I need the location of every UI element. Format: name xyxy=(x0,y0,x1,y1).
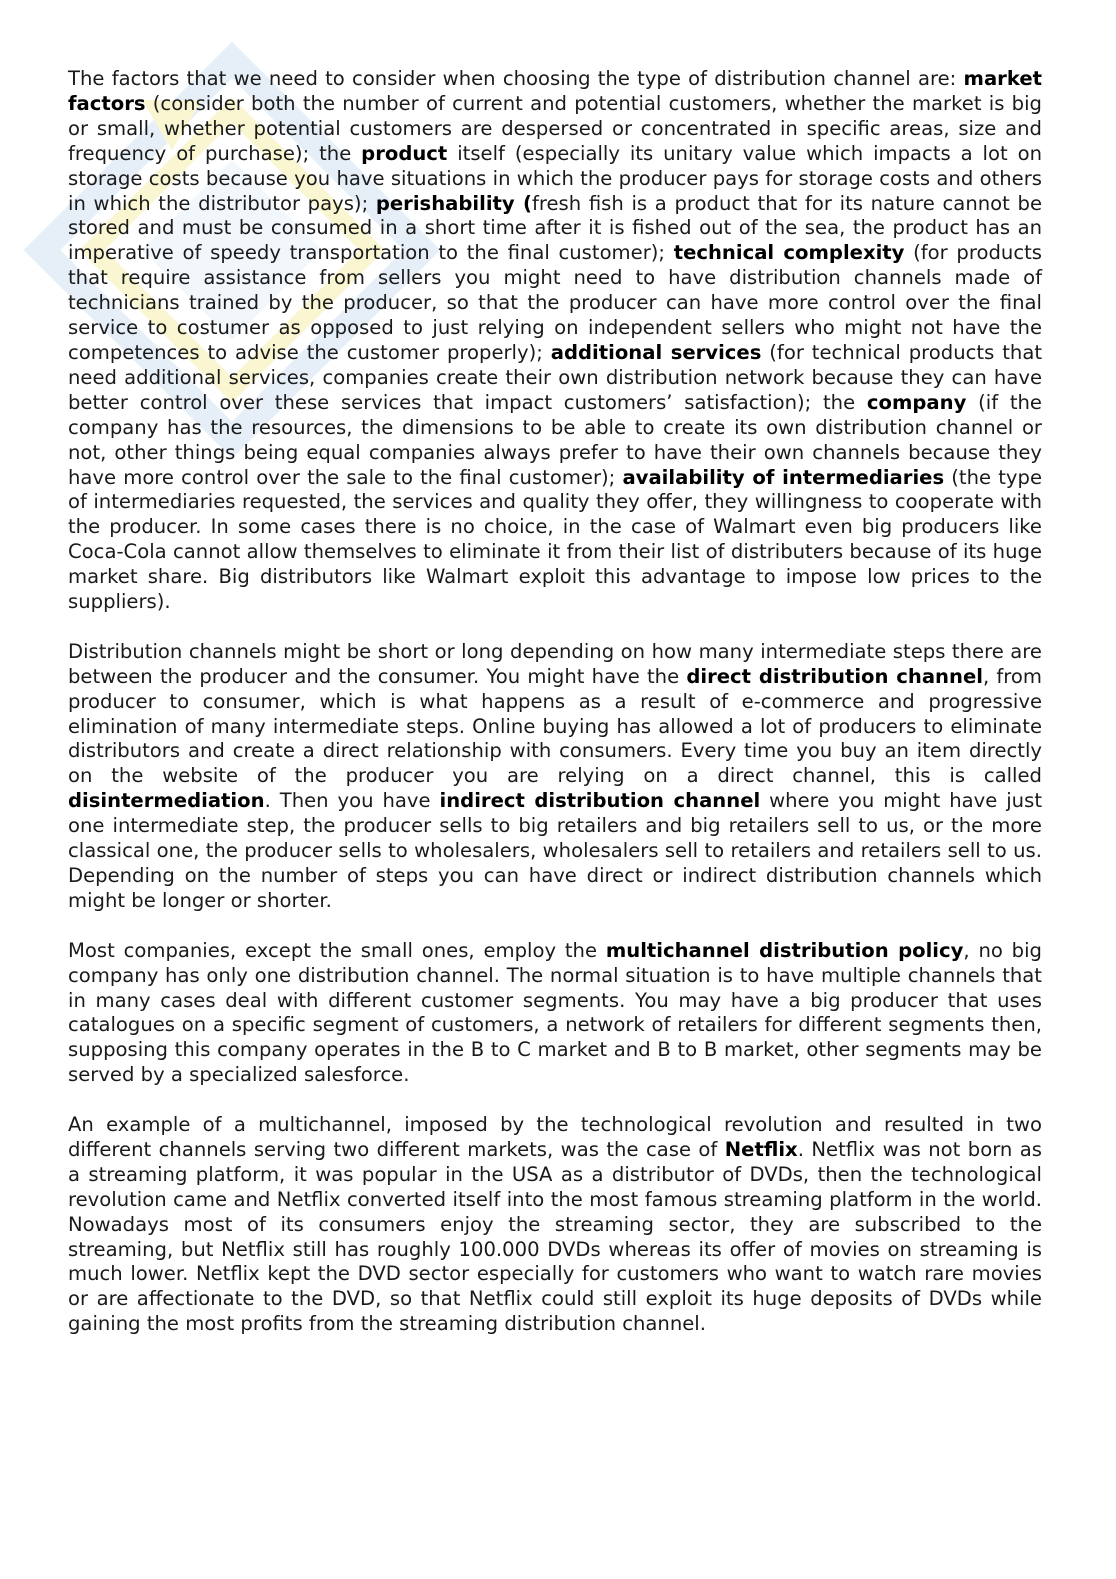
text-run: (for products that require assistance from sellers you might need to have distribution channels made of technicians trained by the producer, so that the producer can have more control over the final service to costumer as opposed to just relying on independent sellers who might not have the competences to advise the customer properly); xyxy=(68,241,1042,364)
text-run: , from producer to consumer, which is what happens as a result of e-commerce and progressive elimination of many intermediate steps. Online buying has allowed a lot of producers to eliminate distributors and create a direct relationship with consumers. Every time you buy an item directly on the website of the producer you are relying on a direct channel, this is called xyxy=(68,664,1043,788)
paragraph-netflix-example xyxy=(68,1113,1042,1337)
bold-term: technical complexity xyxy=(673,241,905,265)
text-run: itself (especially its unitary value which impacts a lot on storage costs because you have situations in which the producer pays for storage costs and others in which the distributor pays); xyxy=(68,141,1042,215)
text-run: (consider both the number of current and potential customers, whether the market is big or small, whether potential customers are despersed or concentrated in specific areas, size and frequency of purchase); the xyxy=(68,91,1042,165)
bold-term: additional services xyxy=(550,340,762,364)
bold-term: product xyxy=(361,141,448,165)
paragraph-distribution-factors xyxy=(68,67,1042,615)
text-run: (if the company has the resources, the dimensions to be able to create its own distribution channel or not, other things being equal companies always prefer to have their own channels because they have more control over the sale to the final customer); xyxy=(68,390,1042,489)
text-run: fresh fish is a product that for its nature cannot be stored and must be consumed in a short time after it is fished out of the sea, the product has an imperative of speedy transportation to the final customer); xyxy=(68,191,1042,265)
bold-term: perishability ( xyxy=(375,191,532,215)
text-run: Most companies, except the small ones, employ the xyxy=(68,938,606,962)
text-run: (for technical products that need additional services, companies create their own distribution network because they can have better control over these services that impact customers’ satisfaction); the xyxy=(68,340,1043,414)
bold-term: indirect distribution channel xyxy=(439,789,761,813)
bold-term: market factors xyxy=(68,67,1042,115)
paragraph-channel-length xyxy=(68,640,1042,914)
bold-term: Netflix xyxy=(724,1137,798,1161)
text-run: Distribution channels might be short or long depending on how many intermediate steps there are between the producer and the consumer. You might have the xyxy=(68,639,1042,688)
paragraph-multichannel-policy xyxy=(68,939,1042,1088)
text-run: . Then you have xyxy=(264,789,440,813)
bold-term: multichannel distribution policy xyxy=(605,938,964,962)
text-run: , no big company has only one distribution channel. The normal situation is to have multiple channels that in many cases deal with different customer segments. You may have a big producer that uses catalogues on a specific segment of customers, a network of retailers for different segments then, supposing this company operates in the B to C market and B to B market, other segments may be served by a specialized salesforce. xyxy=(68,938,1042,1087)
document-page xyxy=(68,67,1042,1362)
bold-term: availability of intermediaries xyxy=(622,465,945,489)
text-run: The factors that we need to consider when choosing the type of distribution channel are: xyxy=(68,67,964,90)
bold-term: direct distribution channel xyxy=(686,664,983,688)
text-run: where you might have just one intermediate step, the producer sells to big retailers and big retailers sell to us, or the more classical one, the producer sells to wholesalers, wholesalers sell to retailers and retailers sell to us. Depending on the number of steps you can have direct or indirect distribution channels which might be longer or shorter. xyxy=(68,789,1042,912)
bold-term: disintermediation xyxy=(68,789,265,813)
text-run: An example of a multichannel, imposed by the technological revolution and resulted in two different channels serving two different markets, was the case of xyxy=(68,1113,1042,1161)
bold-term: company xyxy=(866,390,967,414)
text-run: . Netflix was not born as a streaming platform, it was popular in the USA as a distributor of DVDs, then the technological revolution came and Netflix converted itself into the most famous streaming platform in the world. Nowadays most of its consumers enjoy the streaming sector, they are subscribed to the streaming, but Netflix still has roughly 100.000 DVDs whereas its offer of movies on streaming is much lower. Netflix kept the DVD sector especially for customers who want to watch rare movies or are affectionate to the DVD, so that Netflix could still exploit its huge deposits of DVDs while gaining the most profits from the streaming distribution channel. xyxy=(68,1137,1042,1336)
text-run: (the type of intermediaries requested, the services and quality they offer, they willingness to cooperate with the producer. In some cases there is no choice, in the case of Walmart even big producers like Coca-Cola cannot allow themselves to eliminate it from their list of distributers because of its huge market share. Big distributors like Walmart exploit this advantage to impose low prices to the suppliers). xyxy=(68,465,1042,614)
